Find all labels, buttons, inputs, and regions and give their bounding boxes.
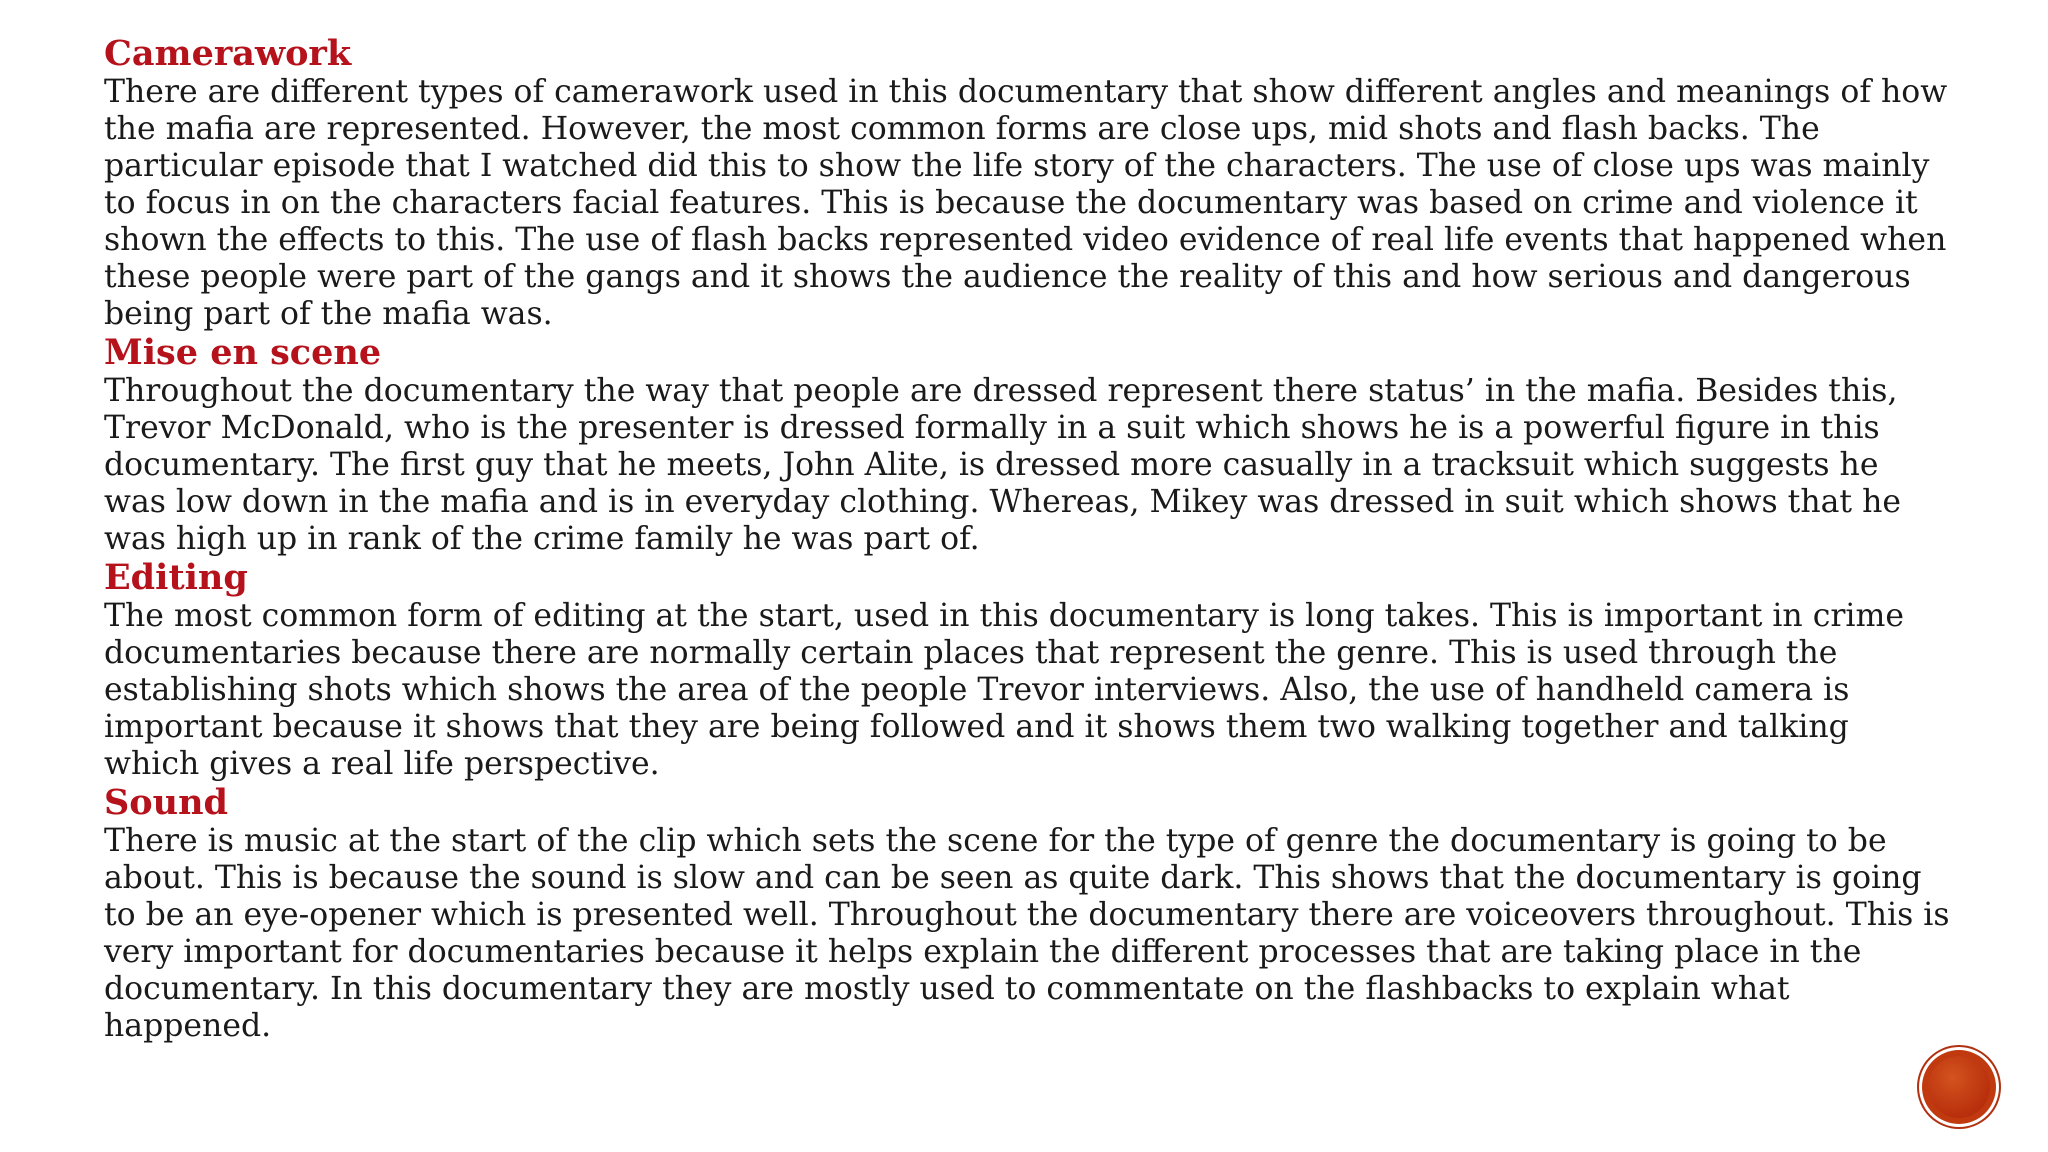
heading-camerawork: Camerawork xyxy=(104,33,352,74)
paragraph-editing xyxy=(104,598,1984,783)
text-line: Throughout the documentary the way that people are dressed represent there status’ in the mafia. Besides this, xyxy=(104,373,1898,409)
text-line: very important for documentaries because it helps explain the different processes that are taking place in the xyxy=(104,934,1862,970)
text-line: to focus in on the characters facial features. This is because the documentary was based on crime and violence it xyxy=(104,185,1918,221)
text-line: particular episode that I watched did this to show the life story of the characters. The use of close ups was mainly xyxy=(104,148,1930,184)
text-line: was low down in the mafia and is in everyday clothing. Whereas, Mikey was dressed in suit which shows that he xyxy=(104,484,1901,520)
text-line: important because it shows that they are being followed and it shows them two walking together and talking xyxy=(104,709,1849,745)
text-line: There are different types of camerawork used in this documentary that show different angles and meanings of how xyxy=(104,74,1948,110)
paragraph-camerawork xyxy=(104,74,1984,333)
text-line: to be an eye-opener which is presented well. Throughout the documentary there are voiceovers throughout. This is xyxy=(104,897,1950,933)
text-line: shown the effects to this. The use of flash backs represented video evidence of real life events that happened when xyxy=(104,222,1947,258)
slide-content xyxy=(104,34,1984,1045)
text-line: about. This is because the sound is slow and can be seen as quite dark. This shows that the documentary is going xyxy=(104,860,1922,896)
text-line: documentary. In this documentary they are mostly used to commentate on the flashbacks to explain what xyxy=(104,971,1790,1007)
text-line: which gives a real life perspective. xyxy=(104,746,660,782)
paragraph-sound xyxy=(104,823,1984,1045)
corner-decoration-fill xyxy=(1928,1056,1990,1118)
text-line: documentaries because there are normally certain places that represent the genre. This is used through the xyxy=(104,635,1838,671)
text-line: There is music at the start of the clip which sets the scene for the type of genre the documentary is going to be xyxy=(104,823,1887,859)
heading-sound: Sound xyxy=(104,782,228,823)
text-line: Trevor McDonald, who is the presenter is dressed formally in a suit which shows he is a powerful figure in this xyxy=(104,410,1880,446)
heading-mise-en-scene: Mise en scene xyxy=(104,332,382,373)
text-line: establishing shots which shows the area of the people Trevor interviews. Also, the use of handheld camera is xyxy=(104,672,1850,708)
text-line: the mafia are represented. However, the most common forms are close ups, mid shots and flash backs. The xyxy=(104,111,1820,147)
text-line: was high up in rank of the crime family he was part of. xyxy=(104,521,980,557)
text-line: being part of the mafia was. xyxy=(104,296,553,332)
text-line: these people were part of the gangs and it shows the audience the reality of this and how serious and dangerous xyxy=(104,259,1911,295)
text-line: documentary. The first guy that he meets, John Alite, is dressed more casually in a tracksuit which suggests he xyxy=(104,447,1879,483)
paragraph-mise-en-scene xyxy=(104,373,1984,558)
corner-decoration-circle xyxy=(1922,1050,1996,1124)
text-line: The most common form of editing at the start, used in this documentary is long takes. This is important in crime xyxy=(104,598,1905,634)
text-line: happened. xyxy=(104,1008,272,1044)
heading-editing: Editing xyxy=(104,557,248,598)
